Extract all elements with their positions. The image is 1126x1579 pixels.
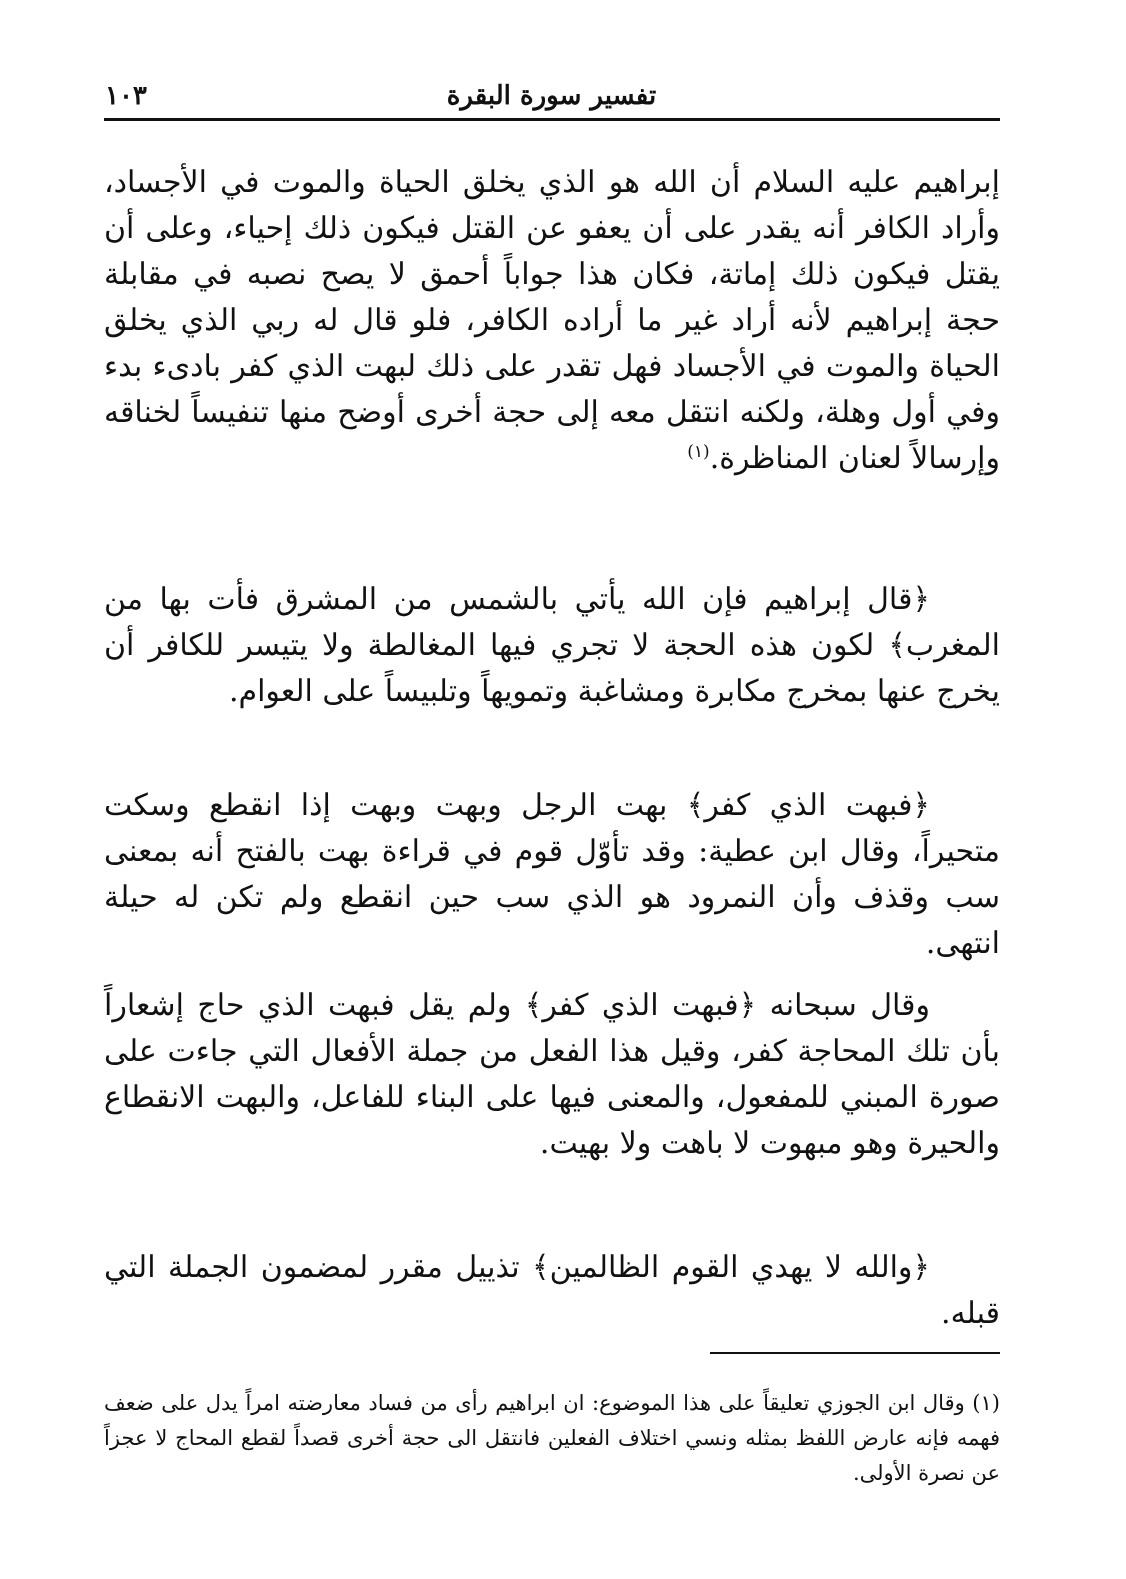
- paragraph-4: وقال سبحانه ﴿فبهت الذي كفر﴾ ولم يقل فبهت الذي حاج إشعاراً بأن تلك المحاجة كفر، وقيل هذا الفعل من جملة الأفعال التي جاءت على صورة المبني للمفعول، والمعنى فيها على البناء للفاعل، والبهت الانقطاع والحيرة وهو مبهوت لا باهت ولا بهيت.: [104, 988, 1000, 1161]
- page-number: ١٠٣: [105, 81, 147, 111]
- page-title: تفسير سورة البقرة: [446, 81, 657, 111]
- paragraph-2: ﴿قال إبراهيم فإن الله يأتي بالشمس من المشرق فأت بها من المغرب﴾ لكون هذه الحجة لا تجري فيها المغالطة ولا يتيسر للكافر أن يخرج عنها بمخرج مكابرة ومشاغبة وتمويهاً وتلبيساً على العوام.: [104, 582, 1000, 709]
- paragraph-1-text: إبراهيم عليه السلام أن الله هو الذي يخلق الحياة والموت في الأجساد، وأراد الكافر أنه يقدر على أن يعفو عن القتل فيكون ذلك إحياء، وعلى أن يقتل فيكون ذلك إماتة، فكان هذا جواباً أحمق لا يصح نصبه في مقابلة حجة إبراهيم لأنه أراد غير ما أراده الكافر، فلو قال له ربي الذي يخلق الحياة والموت في الأجساد فهل تقدر على ذلك لبهت الذي كفر بادىء بدء وفي أول وهلة، ولكنه انتقل معه إلى حجة أخرى أوضح منها تنفيساً لخناقه وإرسالاً لعنان المناظرة.: [104, 165, 1000, 476]
- paragraph-1: [104, 160, 1000, 482]
- paragraph-5: ﴿والله لا يهدي القوم الظالمين﴾ تذييل مقرر لمضمون الجملة التي قبله.: [104, 1250, 1000, 1331]
- footnote-1: (١) وقال ابن الجوزي تعليقاً على هذا الموضوع: ان ابراهيم رأى من فساد معارضته امراً يدل على ضعف فهمه فإنه عارض اللفظ بمثله ونسي اختلاف الفعلين فانتقل الى حجة أخرى قصداً لقطع المحاج لا عجزاً عن نصرة الأولى.: [104, 1391, 1000, 1485]
- header-rule: [104, 118, 1000, 121]
- footnote-rule: [710, 1352, 1000, 1354]
- footnote-reference: (١): [687, 442, 710, 462]
- running-head: [105, 78, 998, 118]
- paragraph-3: ﴿فبهت الذي كفر﴾ بهت الرجل وبهت وبهت إذا انقطع وسكت متحيراً، وقال ابن عطية: وقد تأوّل قوم في قراءة بهت بالفتح أنه بمعنى سب وقذف وأن النمرود هو الذي سب حين انقطع ولم تكن له حيلة انتهى.: [104, 788, 1000, 961]
